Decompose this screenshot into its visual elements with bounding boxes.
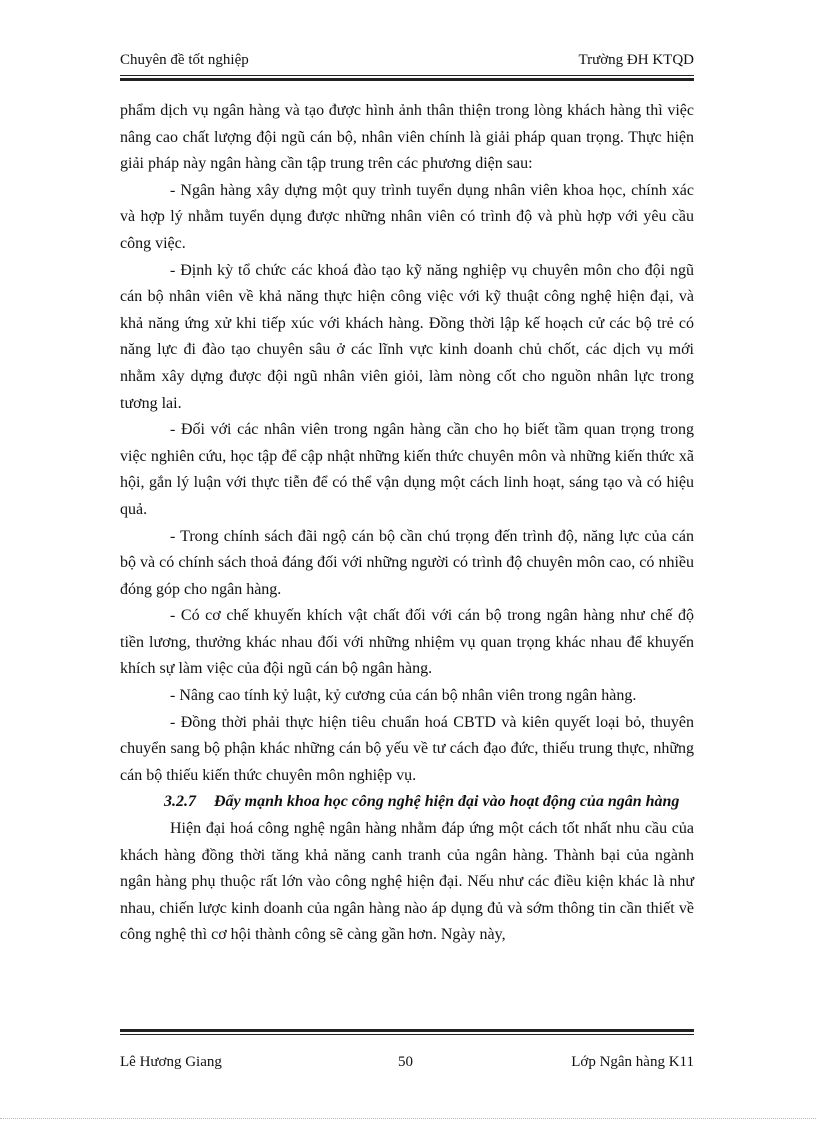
paragraph-0: phẩm dịch vụ ngân hàng và tạo được hình ảnh thân thiện trong lòng khách hàng thì việc nâng cao chất lượng đội ngũ cán bộ, nhân viên chính là giải pháp quan trọng. Thực hiện giải pháp này ngân hàng cần tập trung trên các phương diện sau: bbox=[120, 102, 694, 173]
paragraph-6: - Nâng cao tính kỷ luật, kỷ cương của cán bộ nhân viên trong ngân hàng. bbox=[170, 687, 637, 705]
header-rule-thick bbox=[120, 78, 694, 81]
section-paragraph: Hiện đại hoá công nghệ ngân hàng nhằm đáp ứng một cách tốt nhất nhu cầu của khách hàng đồng thời tăng khả năng canh tranh của ngân hàng. Thành bại của ngành ngân hàng phụ thuộc rất lớn vào công nghệ hiện đại. Nếu như các điều kiện khác là như nhau, chiến lược kinh doanh của ngân hàng nào áp dụng đủ và sớm thông tin cần thiết về công nghệ thì cơ hội thành công sẽ càng gần hơn. Ngày này, bbox=[120, 820, 694, 944]
footer-rule-thin bbox=[120, 1034, 694, 1035]
paragraph-3: - Đối với các nhân viên trong ngân hàng cần cho họ biết tầm quan trọng trong việc nghiên cứu, học tập để cập nhật những kiến thức chuyên môn và những kiến thức xã hội, gắn lý luận với thực tiễn để có thể vận dụng một cách linh hoạt, sáng tạo và có hiệu quả. bbox=[120, 421, 694, 518]
page-number: 50 bbox=[398, 1054, 413, 1070]
paragraph-2: - Định kỳ tổ chức các khoá đào tạo kỹ năng nghiệp vụ chuyên môn cho đội ngũ cán bộ nhân viên về khả năng thực hiện công việc với kỹ thuật công nghệ hiện đại, và khả năng ứng xử khi tiếp xúc với khách hàng. Đồng thời lập kế hoạch cử các bộ trẻ có năng lực đi đào tạo chuyên sâu ở các lĩnh vực kinh doanh chủ chốt, các dịch vụ mới nhằm xây dựng được đội ngũ nhân viên giỏi, làm nòng cốt cho nguồn nhân lực trong tương lai. bbox=[120, 261, 694, 412]
body-text bbox=[120, 98, 694, 949]
header-left: Chuyên đề tốt nghiệp bbox=[120, 52, 249, 68]
header-right: Trường ĐH KTQD bbox=[578, 52, 694, 68]
header-rule-thin bbox=[120, 75, 694, 76]
footer-author: Lê Hương Giang bbox=[120, 1054, 222, 1070]
footer-class: Lớp Ngân hàng K11 bbox=[571, 1054, 694, 1070]
section-title: Đẩy mạnh khoa học công nghệ hiện đại vào hoạt động của ngân hàng bbox=[214, 793, 680, 811]
page-footer bbox=[120, 1054, 694, 1076]
section-heading bbox=[120, 789, 694, 816]
page-header bbox=[120, 52, 694, 74]
paragraph-1: - Ngân hàng xây dựng một quy trình tuyển dụng nhân viên khoa học, chính xác và hợp lý nhằm tuyển dụng được những nhân viên có trình độ và phù hợp với yêu cầu công việc. bbox=[120, 181, 694, 252]
section-number: 3.2.7 bbox=[164, 793, 196, 811]
page-edge-dotted-line bbox=[0, 1118, 816, 1119]
paragraph-7: - Đồng thời phải thực hiện tiêu chuẩn hoá CBTD và kiên quyết loại bỏ, thuyên chuyển sang bộ phận khác những cán bộ yếu về tư cách đạo đức, thiếu trung thực, những cán bộ thiếu kiến thức chuyên môn nghiệp vụ. bbox=[120, 713, 694, 784]
paragraph-5: - Có cơ chế khuyến khích vật chất đối với cán bộ trong ngân hàng như chế độ tiền lương, thưởng khác nhau đối với những nhiệm vụ quan trọng khác nhau để khuyến khích sự làm việc của đội ngũ cán bộ ngân hàng. bbox=[120, 607, 694, 678]
paragraph-4: - Trong chính sách đãi ngộ cán bộ cần chú trọng đến trình độ, năng lực của cán bộ và có chính sách thoả đáng đối với những người có trình độ chuyên môn cao, có nhiều đóng góp cho ngân hàng. bbox=[120, 527, 694, 598]
footer-rule-thick bbox=[120, 1029, 694, 1032]
